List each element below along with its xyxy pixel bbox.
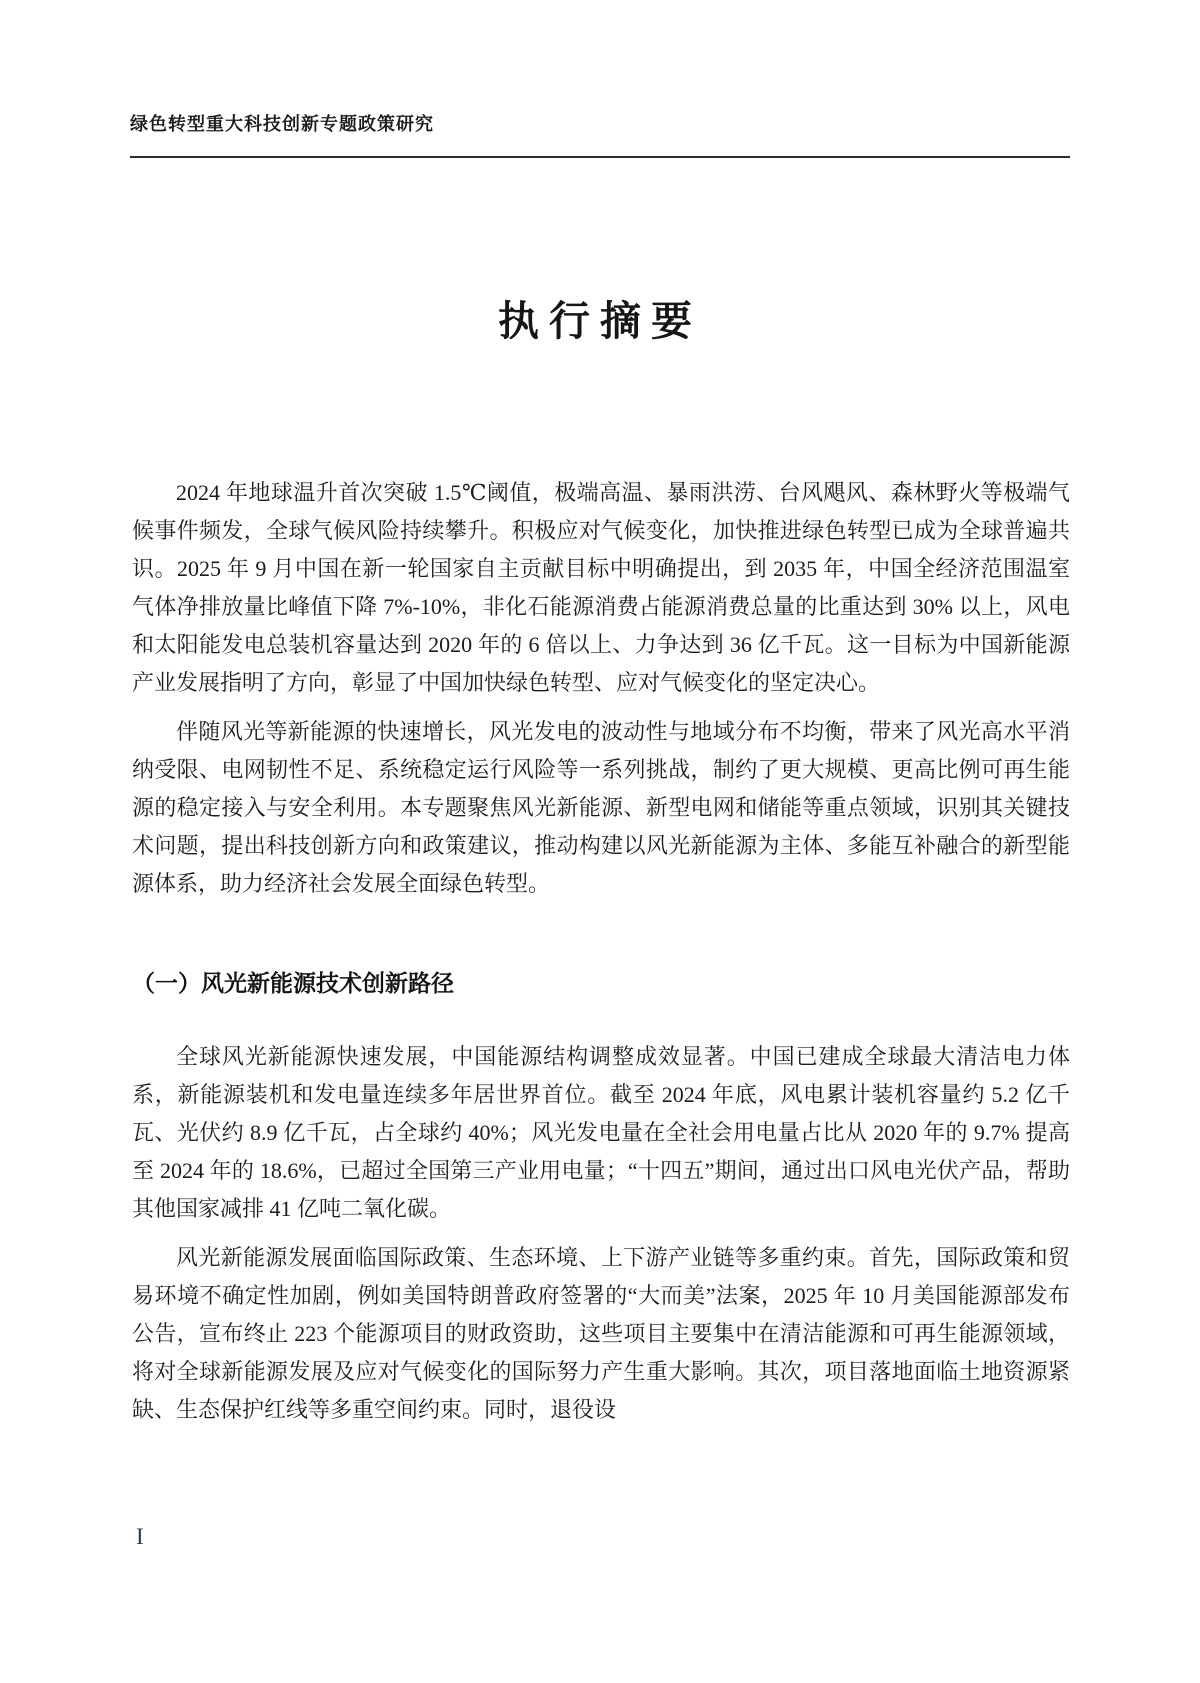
journal-title: 绿色转型重大科技创新专题政策研究 xyxy=(130,114,434,134)
paragraph-challenges-overview: 伴随风光等新能源的快速增长，风光发电的波动性与地域分布不均衡，带来了风光高水平消纳受限、电网韧性不足、系统稳定运行风险等一系列挑战，制约了更大规模、更高比例可再生能源的稳定接入与安全利用。本专题聚焦风光新能源、新型电网和储能等重点领域，识别其关键技术问题，提出科技创新方向和政策建议，推动构建以风光新能源为主体、多能互补融合的新型能源体系，助力经济社会发展全面绿色转型。 xyxy=(132,719,1070,896)
document-body xyxy=(132,474,1070,1440)
page-title: 执行摘要 xyxy=(498,298,702,344)
paragraph-development-achievements: 全球风光新能源快速发展，中国能源结构调整成效显著。中国已建成全球最大清洁电力体系，新能源装机和发电量连续多年居世界首位。截至 2024 年底，风电累计装机容量约 5.2 亿千瓦、光伏约 8.9 亿千瓦，占全球约 40%；风光发电量在全社会用电量占比从 2020 年的 9.7% 提高至 2024 年的 18.6%，已超过全国第三产业用电量；“十四五”期间，通过出口风电光伏产品，帮助其他国家减排 41 亿吨二氧化碳。 xyxy=(132,1044,1070,1221)
paragraph-climate-context: 2024 年地球温升首次突破 1.5℃阈值，极端高温、暴雨洪涝、台风飓风、森林野火等极端气候事件频发，全球气候风险持续攀升。积极应对气候变化，加快推进绿色转型已成为全球普遍共识。2025 年 9 月中国在新一轮国家自主贡献目标中明确提出，到 2035 年，中国全经济范围温室气体净排放量比峰值下降 7%-10%，非化石能源消费占能源消费总量的比重达到 30% 以上，风电和太阳能发电总装机容量达到 2020 年的 6 倍以上、力争达到 36 亿千瓦。这一目标为中国新能源产业发展指明了方向，彰显了中国加快绿色转型、应对气候变化的坚定决心。 xyxy=(132,480,1070,695)
section-heading-wind-solar-innovation-path: （一）风光新能源技术创新路径 xyxy=(132,971,454,996)
paragraph-constraints: 风光新能源发展面临国际政策、生态环境、上下游产业链等多重约束。首先，国际政策和贸易环境不确定性加剧，例如美国特朗普政府签署的“大而美”法案，2025 年 10 月美国能源部发布公告，宣布终止 223 个能源项目的财政资助，这些项目主要集中在清洁能源和可再生能源领域，将对全球新能源发展及应对气候变化的国际努力产生重大影响。其次，项目落地面临土地资源紧缺、生态保护红线等多重空间约束。同时，退役设 xyxy=(132,1245,1070,1422)
page-number: I xyxy=(136,1524,144,1549)
running-header xyxy=(130,112,1070,158)
header-divider xyxy=(130,156,1070,158)
